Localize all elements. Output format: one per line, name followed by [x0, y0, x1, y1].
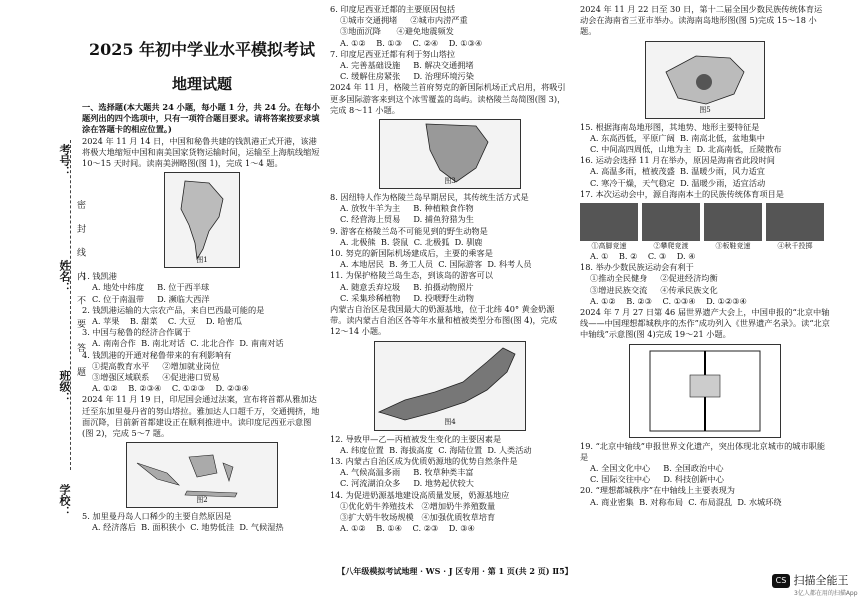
option-row: A. ①② B. ②③ C. ①③④ D. ①②③④	[590, 295, 747, 306]
option-row: ③增进民族交流 ④传承民族文化	[590, 284, 718, 295]
option-row: ①城市交通拥堵 ②城市内涝严重	[340, 15, 468, 26]
photo	[580, 203, 638, 250]
option-row: C. 国际交往中心 D. 科技创新中心	[590, 474, 724, 485]
figure-caption: 图4	[444, 418, 456, 427]
question: 3. 中国与秘鲁的经济合作属于	[82, 327, 191, 338]
option-row: A. ① B. ② C. ③ D. ④	[590, 251, 696, 262]
inner-mongolia-map	[374, 341, 526, 431]
figure-caption: 图5	[699, 106, 711, 115]
greenland-map	[379, 119, 521, 189]
seal-text: 密 封 线 内 不 要 答 题	[75, 200, 85, 383]
question: 12. 导致甲—乙—丙植被发生变化的主要因素是	[330, 433, 502, 444]
option-row: A. 全国文化中心 B. 全国政治中心	[590, 463, 724, 474]
south-america-map	[164, 172, 240, 268]
hainan-map	[645, 41, 765, 119]
option-row: A. 放牧牛羊为主 B. 种植粮食作物	[340, 203, 474, 214]
intro-text: 2024 年 7 月 27 日第 46 届世界遗产大会上，中国申报的“北京中轴线——中国理想都城秩序的杰作”成功列入《世界遗产名录》。读“北京中轴线”示意图(图 4)完成 19～21 小题。	[580, 307, 830, 340]
scanner-logo	[772, 572, 858, 597]
option-row: A. 高温多雨，植被茂盛 B. 温暖少雨，风力适宜	[590, 166, 765, 177]
option-row: A. 经济落后 B. 面积狭小 C. 地势低洼 D. 气候湿热	[92, 522, 284, 533]
exam-number-label: 考号：	[58, 144, 71, 177]
question: 15. 根据海南岛地形图，其地势、地形主要特征是	[580, 121, 760, 132]
figure-caption: 图1	[196, 256, 208, 265]
intro-text: 2024 年 11 月 22 日至 30 日，第十二届全国少数民族传统体育运动会在海南省三亚市举办。读海南岛地形图(图 5)完成 15～18 小题。	[580, 4, 823, 37]
question: 18. 举办少数民族运动会有利于	[580, 262, 694, 273]
question: 16. 运动会选择 11 月在举办，原因是海南省此段时间	[580, 155, 775, 166]
question: 20. “理想都城秩序”在中轴线上主要表现为	[580, 485, 735, 496]
column-1	[82, 0, 322, 534]
question: 6. 印度尼西亚迁都的主要原因包括	[330, 4, 456, 14]
option-row: C. 缓解住房紧张 D. 治理环境污染	[340, 71, 474, 82]
option-row: ①提高教育水平 ②增加就业岗位	[92, 360, 220, 371]
option-row: C. 经营海上贸易 D. 捕鱼狩猎为生	[340, 214, 474, 225]
scanner-name: 扫描全能王	[793, 574, 849, 587]
question: 1. 钱凯港	[82, 271, 117, 282]
photo-caption: ④秋千投掷	[777, 241, 813, 250]
exam-subtitle: 地理试题	[171, 75, 232, 93]
option-row: C. 中间高四周低，山地为主 D. 北高南低，丘陵散布	[590, 144, 782, 155]
question: 17. 本次运动会中，源自海南本土的民族传统体育项目是	[580, 188, 784, 199]
option-row: ①优化奶牛养殖技术 ②增加奶牛养殖数量	[340, 500, 496, 511]
option-row: A. ①② B. ①④ C. ②③ D. ③④	[340, 523, 475, 534]
scanner-tagline: 3亿人都在用的扫描App	[794, 590, 858, 597]
question: 9. 游客在格陵兰岛不可能见到的野生动物是	[330, 225, 488, 236]
option-row: ③扩大奶牛牧场规模 ④加强优质牧草培育	[340, 512, 496, 523]
photo-caption: ③板鞋竞速	[715, 241, 751, 250]
option-row: C. 寒冷干燥，天气稳定 D. 温暖少雨，适宜活动	[590, 177, 766, 188]
exam-title: 2025 年初中学业水平模拟考试	[88, 40, 316, 59]
question: 13. 内蒙古自治区成为优质奶源地的优势自然条件是	[330, 456, 518, 467]
inner-mongolia-map-shape	[375, 342, 525, 430]
photo	[704, 203, 762, 250]
column-2	[330, 4, 570, 535]
question: 8. 因纽特人作为格陵兰岛早期居民，其传统生活方式是	[330, 192, 529, 203]
intro-text: 2024 年 11 月 14 日，中国和秘鲁共建的钱凯港正式开港，该港将极大地缩短中国和南美国家货物运输时间，运输至上海航线缩短 10～15 天时间。读南美洲略图(图 1)，完成 1～4 题。	[82, 135, 320, 169]
figure-caption: 图3	[444, 176, 456, 185]
seal-line	[70, 140, 71, 470]
binding-margin	[0, 0, 72, 608]
option-row: A. ①② B. ①③ C. ②④ D. ①③④	[340, 37, 483, 48]
option-row: A. 商业密集 B. 对称布局 C. 布局混乱 D. 水城环绕	[590, 496, 782, 507]
option-row: A. 地处中纬度 B. 位于西半球	[92, 282, 210, 293]
question: 7. 印度尼西亚迁都有利于努山塔拉	[330, 48, 456, 59]
option-row: C. 采集珍稀植物 D. 投喂野生动物	[340, 292, 474, 303]
option-row: A. 完善基础设施 B. 解决交通拥堵	[340, 60, 474, 71]
photo	[766, 203, 824, 250]
question: 14. 为促进奶源基地建设高质量发展，奶源基地应	[330, 489, 510, 500]
option-row: C. 位于南温带 D. 濒临大西洋	[92, 293, 210, 304]
school-label: 学校：	[58, 484, 71, 517]
option-row: ③地面沉降 ④避免地震频发	[340, 26, 454, 37]
option-row: A. 东高西低，平原广阔 B. 南高北低，盆地集中	[590, 132, 765, 143]
class-label: 班级：	[58, 370, 71, 403]
option-row: A. 本地居民 B. 务工人员 C. 国际游客 D. 科考人员	[340, 259, 532, 270]
question: 11. 为保护格陵兰岛生态，到该岛的游客可以	[330, 270, 493, 281]
photo-caption: ②攀爬竞渡	[653, 241, 689, 250]
question: 10. 努克的新国际机场建成后，主要的乘客是	[330, 248, 493, 259]
intro-text: 2024 年 11 月 19 日，印尼国会通过法案，宣布将首都从雅加达迁至东加里曼丹省的努山塔拉。雅加达人口超千万，交通拥挤，地面沉降，目前新首都建设正在顺利推进中。读印度尼西亚示意图(图 2)，完成 5～7 题。	[82, 394, 320, 439]
cs-logo-icon: CS	[772, 574, 790, 588]
question: 2. 钱凯港运输的大宗农产品，来自巴西最可能的是	[82, 304, 265, 315]
figure-caption: 图2	[196, 496, 208, 505]
beijing-axis-shape	[630, 345, 780, 437]
option-row: ③增强区域联系 ④促进港口贸易	[92, 372, 220, 383]
photo-caption: ①高脚竞速	[591, 241, 627, 250]
photo	[642, 203, 700, 250]
option-row: A. 南南合作 B. 南北对话 C. 北北合作 D. 南南对话	[92, 338, 284, 349]
question: 19. “北京中轴线”申报世界文化遗产，突出体现北京城市的城市职能是	[580, 440, 826, 462]
south-america-map-shape	[165, 173, 239, 267]
option-row: A. ①② B. ②③④ C. ①②③ D. ②③④	[92, 383, 249, 394]
indonesia-map	[126, 442, 278, 508]
page-footer: 【八年级模拟考试地理 · WS · J 区专用 · 第 1 页(共 2 页) Ⅱ5】	[337, 566, 573, 576]
beijing-axis-map	[629, 344, 781, 438]
intro-text: 2024 年 11 月，格陵兰首府努克的新国际机场正式启用，将吸引更多国际游客来到这个冰雪覆盖的岛屿。读格陵兰岛简图(图 3)，完成 8～11 小题。	[330, 82, 566, 115]
question: 5. 加里曼丹岛人口稀少的主要自然原因是	[82, 511, 232, 522]
column-3	[580, 4, 830, 508]
option-row: A. 随意丢弃垃圾 B. 拍摄动物照片	[340, 281, 474, 292]
option-row: A. 北极熊 B. 袋鼠 C. 北极狐 D. 驯鹿	[340, 236, 483, 247]
option-row: A. 纬度位置 B. 海拔高度 C. 海陆位置 D. 人类活动	[340, 444, 532, 455]
option-row: A. 苹果 B. 甜菜 C. 大豆 D. 哈密瓜	[92, 316, 242, 327]
sports-photos	[580, 203, 830, 250]
intro-text: 内蒙古自治区是我国最大的奶源基地，位于北纬 40° 黄金奶源带。读内蒙古自治区各等年水量和植被类型分布图(图 4)，完成 12～14 小题。	[330, 304, 558, 337]
question: 4. 钱凯港的开通对秘鲁带来的有利影响有	[82, 349, 232, 360]
option-row: A. 气候高温多雨 B. 牧草种类丰富	[340, 467, 474, 478]
name-label: 姓名：	[58, 260, 71, 293]
option-row: C. 河流湖泊众多 D. 地势起伏较大	[340, 478, 474, 489]
section-instruction: 一、选择题(本大题共 24 小题，每小题 1 分，共 24 分。在每小题列出的四个选项中，只有一项符合题目要求。请将答案按要求填涂在答题卡的相应位置。)	[82, 102, 320, 135]
option-row: ①推动全民健身 ②促进经济均衡	[590, 273, 718, 284]
